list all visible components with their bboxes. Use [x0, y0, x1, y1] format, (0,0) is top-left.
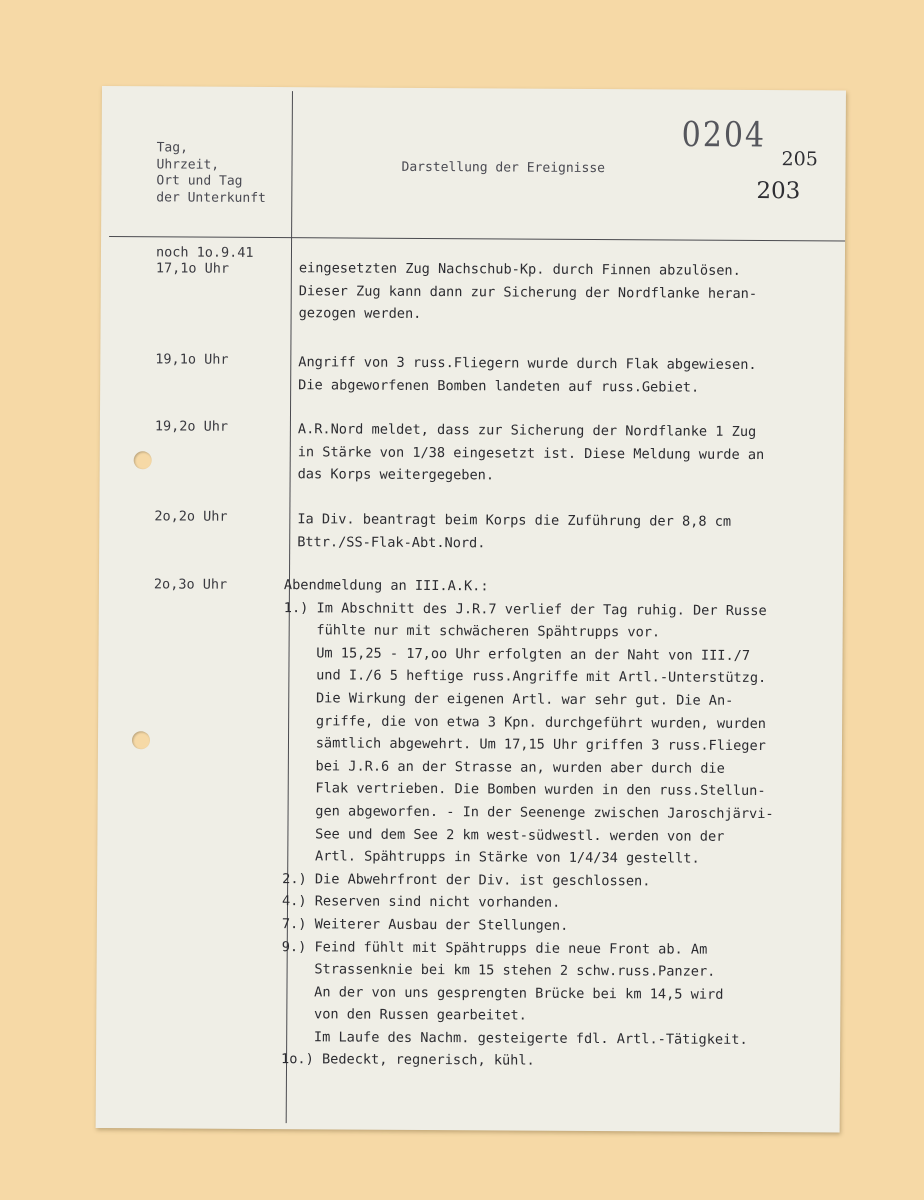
entry-text: Angriff von 3 russ.Fliegern wurde durch Flak abgewiesen. Die abgeworfenen Bomben landeten auf russ.Gebiet.: [298, 354, 757, 396]
document-page: [96, 86, 846, 1133]
entry-text: A.R.Nord meldet, dass zur Sicherung der Nordflanke 1 Zug in Stärke von 1/38 eingesetzt ist. Diese Meldung wurde an das Korps weitergegeben.: [297, 421, 765, 484]
header-divider: [109, 236, 845, 241]
column-header-date-place: Tag, Uhrzeit, Ort und Tag der Unterkunft: [156, 140, 266, 206]
page-number-top: 205: [781, 148, 818, 171]
page-number-bottom: 203: [756, 177, 801, 205]
entry-time: noch 1o.9.41 17,1o Uhr: [155, 244, 254, 277]
archive-stamp-number: 0204: [681, 114, 767, 156]
entry-text: Abendmeldung an III.A.K.: 1.) Im Abschnitt des J.R.7 verlief der Tag ruhig. Der Russe fühlte nur mit schwächeren Spähtrupps vor. Um 15,25 - 17,oo Uhr erfolgten an der Naht von III./7 und I./6 5 heftige russ.Angriffe mit Artl.-Unterstützg. Die Wirkung der eigenen Artl. war sehr gut. Die An- griffe, die von etwa 3 Kpn. durchgeführt wurden, wurden sämtlich abgewehrt. Um 17,15 Uhr griffen 3 russ.Flieger bei J.R.6 an der Strasse an, wurden aber durch die Flak vertrieben. Die Bomben wurden in den russ.Stellun- gen abgeworfen. - In der Seenenge zwischen Jaroschjärvi- See und dem See 2 km west-südwestl. werden von der Artl. Spähtrupps in Stärke von 1/4/34 gestellt. 2.) Die Abwehrfront der Div. ist geschlossen. 4.) Reserven sind nicht vorhanden. 7.) Weiterer Ausbau der Stellungen. 9.) Feind fühlt mit Spähtrupps die neue Front ab. Am Strassenknie bei km 15 stehen 2 schw.russ.Panzer. An der von uns gesprengten Brücke bei km 14,5 wird von den Russen gearbeitet. Im Laufe des Nachm. gesteigerte fdl. Artl.-Tätigkeit. 1o.) Bedeckt, regnerisch, kühl.: [281, 577, 774, 1070]
entry-text: Ia Div. beantragt beim Korps die Zuführung der 8,8 cm Bttr./SS-Flak-Abt.Nord.: [297, 511, 732, 551]
entry-time: 2o,2o Uhr: [154, 508, 228, 525]
punch-hole-upper: [134, 451, 152, 469]
punch-hole-lower: [132, 731, 150, 749]
column-header-events: Darstellung der Ereignisse: [401, 159, 606, 177]
entry-time: 19,2o Uhr: [154, 418, 229, 435]
entry-text: eingesetzten Zug Nachschub-Kp. durch Finnen abzulösen. Dieser Zug kann dann zur Sicherung der Nordflanke heran- gezogen werden.: [298, 260, 758, 323]
entry-time: 19,1o Uhr: [155, 351, 229, 368]
entry-time: 2o,3o Uhr: [153, 576, 228, 593]
